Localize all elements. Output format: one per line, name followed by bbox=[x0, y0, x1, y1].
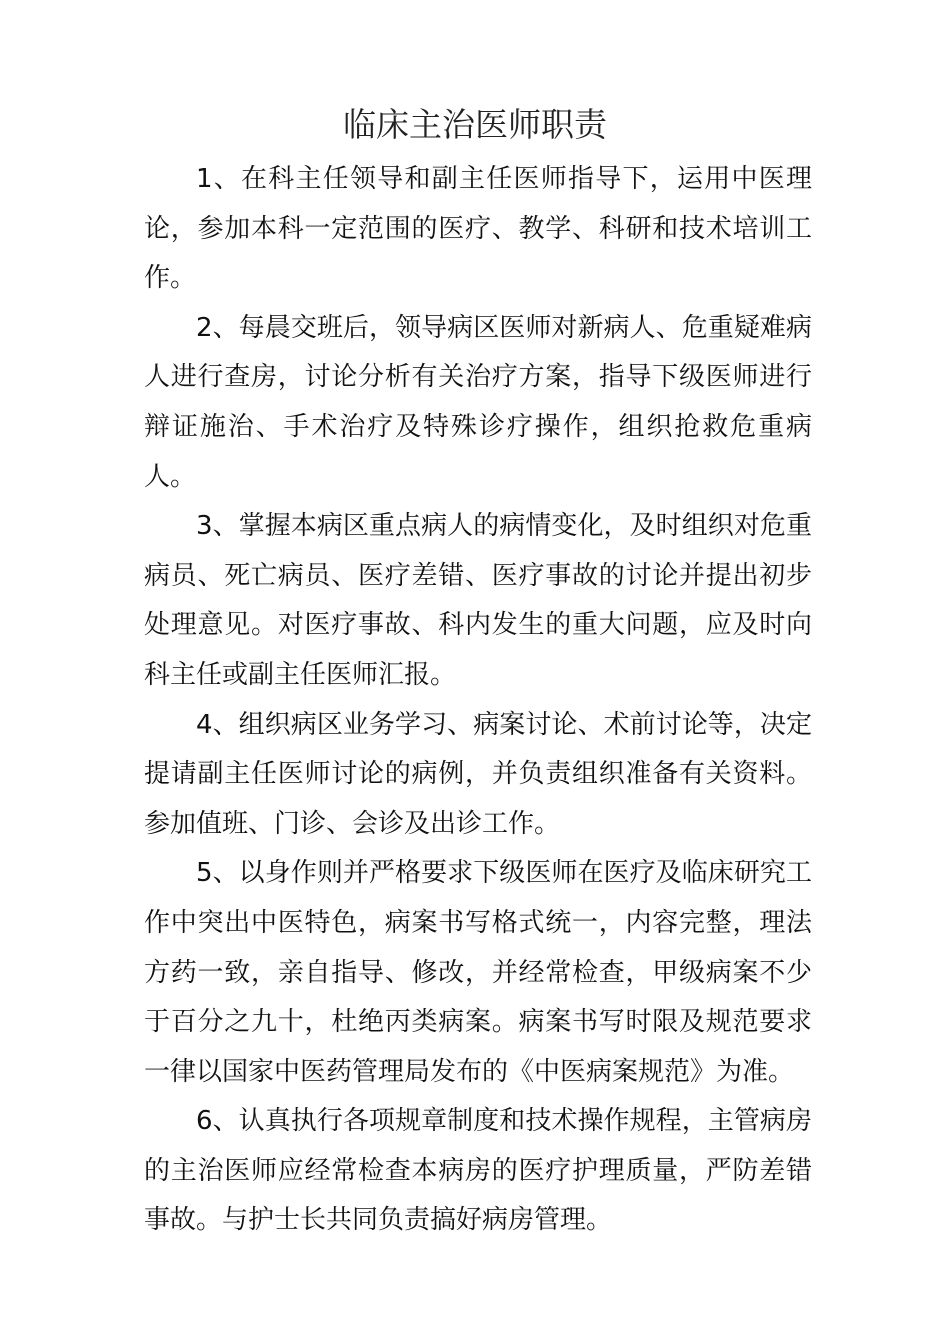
paragraph-2: 2、每晨交班后，领导病区医师对新病人、危重疑难病人进行查房，讨论分析有关治疗方案，指导下级医师进行辩证施治、手术治疗及特殊诊疗操作，组织抢救危重病人。 bbox=[144, 312, 812, 492]
paragraph-1: 1、在科主任领导和副主任医师指导下，运用中医理论，参加本科一定范围的医疗、教学、科研和技术培训工作。 bbox=[144, 164, 812, 294]
document-title: 临床主治医师职责 bbox=[343, 105, 607, 144]
paragraph-6: 6、认真执行各项规章制度和技术操作规程，主管病房的主治医师应经常检查本病房的医疗护理质量，严防差错事故。与护士长共同负责搞好病房管理。 bbox=[144, 1106, 812, 1236]
paragraph-4: 4、组织病区业务学习、病案讨论、术前讨论等，决定提请副主任医师讨论的病例，并负责组织准备有关资料。参加值班、门诊、会诊及出诊工作。 bbox=[144, 709, 812, 839]
document-body bbox=[144, 155, 812, 1246]
paragraph-5: 5、以身作则并严格要求下级医师在医疗及临床研究工作中突出中医特色，病案书写格式统一，内容完整，理法方药一致，亲自指导、修改，并经常检查，甲级病案不少于百分之九十，杜绝丙类病案。病案书写时限及规范要求一律以国家中医药管理局发布的《中医病案规范》为准。 bbox=[144, 858, 812, 1087]
paragraph-3: 3、掌握本病区重点病人的病情变化，及时组织对危重病员、死亡病员、医疗差错、医疗事故的讨论并提出初步处理意见。对医疗事故、科内发生的重大问题，应及时向科主任或副主任医师汇报。 bbox=[144, 511, 812, 690]
